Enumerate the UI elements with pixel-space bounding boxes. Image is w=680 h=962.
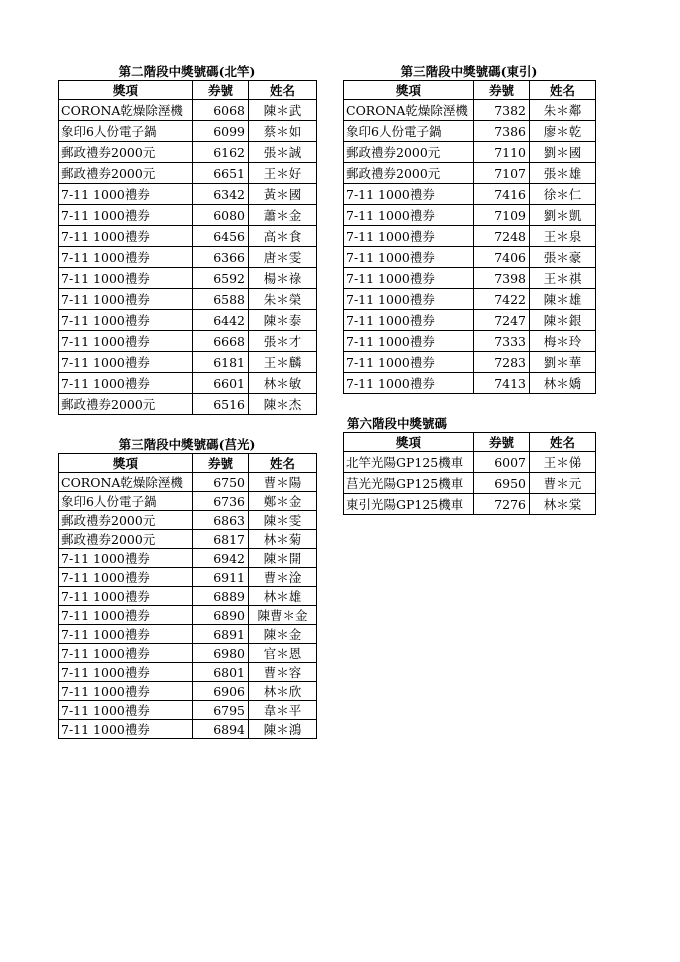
ticket-cell: 6817	[193, 530, 249, 549]
table-row	[344, 247, 596, 268]
table-row	[59, 184, 317, 205]
table-row	[344, 226, 596, 247]
name-cell: 曹＊淦	[249, 568, 317, 587]
table-row	[59, 530, 317, 549]
name-cell: 林＊棠	[530, 494, 596, 515]
table-row	[344, 452, 596, 473]
prize-cell: 7-11 1000禮券	[59, 226, 193, 247]
prize-cell: 莒光光陽GP125機車	[344, 473, 474, 494]
column-header-name: 姓名	[249, 454, 317, 473]
table-row	[344, 373, 596, 394]
table-row	[59, 701, 317, 720]
name-cell: 朱＊鄰	[530, 100, 596, 121]
prize-cell: 郵政禮券2000元	[59, 511, 193, 530]
table-row	[59, 644, 317, 663]
stage3-juguang-table	[58, 453, 317, 739]
header-row	[344, 81, 596, 100]
prize-cell: 7-11 1000禮券	[59, 625, 193, 644]
stage2-north-table	[58, 80, 317, 415]
prize-cell: 7-11 1000禮券	[59, 205, 193, 226]
prize-cell: 郵政禮券2000元	[59, 142, 193, 163]
ticket-cell: 7382	[474, 100, 530, 121]
name-cell: 曹＊陽	[249, 473, 317, 492]
prize-cell: 7-11 1000禮券	[59, 701, 193, 720]
name-cell: 陳＊銀	[530, 310, 596, 331]
stage6-block	[343, 416, 595, 515]
name-cell: 陳＊杰	[249, 394, 317, 415]
prize-cell: 7-11 1000禮券	[59, 352, 193, 373]
name-cell: 林＊菊	[249, 530, 317, 549]
table-row	[59, 100, 317, 121]
table-row	[344, 289, 596, 310]
column-header-ticket: 券號	[474, 433, 530, 452]
name-cell: 徐＊仁	[530, 184, 596, 205]
table-row	[59, 625, 317, 644]
prize-cell: 7-11 1000禮券	[344, 352, 474, 373]
table-row	[59, 331, 317, 352]
table-row	[344, 310, 596, 331]
table-row	[344, 331, 596, 352]
ticket-cell: 6588	[193, 289, 249, 310]
table-row	[59, 205, 317, 226]
prize-cell: 7-11 1000禮券	[59, 310, 193, 331]
table-row	[59, 511, 317, 530]
name-cell: 林＊敏	[249, 373, 317, 394]
ticket-cell: 7248	[474, 226, 530, 247]
table-row	[344, 163, 596, 184]
name-cell: 曹＊元	[530, 473, 596, 494]
table-row	[59, 473, 317, 492]
table-row	[344, 494, 596, 515]
prize-cell: CORONA乾燥除溼機	[59, 100, 193, 121]
ticket-cell: 6592	[193, 268, 249, 289]
prize-cell: 7-11 1000禮券	[59, 682, 193, 701]
ticket-cell: 7107	[474, 163, 530, 184]
prize-cell: 郵政禮券2000元	[344, 163, 474, 184]
name-cell: 張＊才	[249, 331, 317, 352]
name-cell: 楊＊祿	[249, 268, 317, 289]
table-row	[59, 247, 317, 268]
table-row	[59, 549, 317, 568]
ticket-cell: 6007	[474, 452, 530, 473]
prize-cell: 7-11 1000禮券	[59, 268, 193, 289]
prize-cell: 象印6人份電子鍋	[59, 492, 193, 511]
name-cell: 朱＊榮	[249, 289, 317, 310]
name-cell: 張＊雄	[530, 163, 596, 184]
table-row	[59, 142, 317, 163]
prize-cell: 郵政禮券2000元	[344, 142, 474, 163]
name-cell: 陳＊開	[249, 549, 317, 568]
name-cell: 梅＊玲	[530, 331, 596, 352]
prize-cell: 郵政禮券2000元	[59, 394, 193, 415]
table-row	[59, 226, 317, 247]
prize-cell: 7-11 1000禮券	[59, 644, 193, 663]
prize-cell: CORONA乾燥除溼機	[59, 473, 193, 492]
ticket-cell: 7247	[474, 310, 530, 331]
name-cell: 王＊泉	[530, 226, 596, 247]
table-row	[59, 682, 317, 701]
ticket-cell: 6890	[193, 606, 249, 625]
prize-cell: 郵政禮券2000元	[59, 163, 193, 184]
column-header-prize: 獎項	[59, 81, 193, 100]
name-cell: 陳＊武	[249, 100, 317, 121]
prize-cell: 7-11 1000禮券	[59, 289, 193, 310]
table-row	[59, 394, 317, 415]
name-cell: 王＊麟	[249, 352, 317, 373]
ticket-cell: 7276	[474, 494, 530, 515]
stage6-table	[343, 432, 596, 515]
name-cell: 張＊豪	[530, 247, 596, 268]
name-cell: 陳＊泰	[249, 310, 317, 331]
prize-cell: 7-11 1000禮券	[59, 373, 193, 394]
ticket-cell: 6911	[193, 568, 249, 587]
ticket-cell: 6801	[193, 663, 249, 682]
name-cell: 劉＊國	[530, 142, 596, 163]
name-cell: 劉＊凱	[530, 205, 596, 226]
name-cell: 蕭＊金	[249, 205, 317, 226]
table-row	[59, 373, 317, 394]
ticket-cell: 6651	[193, 163, 249, 184]
name-cell: 唐＊雯	[249, 247, 317, 268]
header-row	[59, 454, 317, 473]
table-row	[59, 606, 317, 625]
ticket-cell: 6891	[193, 625, 249, 644]
name-cell: 陳＊金	[249, 625, 317, 644]
prize-cell: 7-11 1000禮券	[59, 247, 193, 268]
ticket-cell: 6795	[193, 701, 249, 720]
header-row	[344, 433, 596, 452]
prize-cell: 7-11 1000禮券	[344, 373, 474, 394]
name-cell: 陳＊雯	[249, 511, 317, 530]
table-row	[344, 142, 596, 163]
prize-cell: 7-11 1000禮券	[59, 184, 193, 205]
table-row	[344, 121, 596, 142]
ticket-cell: 6906	[193, 682, 249, 701]
header-row	[59, 81, 317, 100]
stage3-east-title: 第三階段中獎號碼(東引)	[400, 64, 538, 79]
ticket-cell: 7422	[474, 289, 530, 310]
prize-cell: 7-11 1000禮券	[59, 663, 193, 682]
name-cell: 林＊欣	[249, 682, 317, 701]
table-row	[344, 352, 596, 373]
name-cell: 王＊好	[249, 163, 317, 184]
ticket-cell: 6950	[474, 473, 530, 494]
prize-cell: 7-11 1000禮券	[344, 184, 474, 205]
ticket-cell: 6736	[193, 492, 249, 511]
column-header-ticket: 券號	[193, 454, 249, 473]
name-cell: 鄭＊金	[249, 492, 317, 511]
prize-cell: CORONA乾燥除溼機	[344, 100, 474, 121]
name-cell: 王＊祺	[530, 268, 596, 289]
ticket-cell: 6080	[193, 205, 249, 226]
prize-cell: 7-11 1000禮券	[344, 268, 474, 289]
table-row	[59, 352, 317, 373]
table-row	[59, 663, 317, 682]
table-row	[344, 184, 596, 205]
name-cell: 林＊嬌	[530, 373, 596, 394]
table-row	[59, 492, 317, 511]
ticket-cell: 6980	[193, 644, 249, 663]
prize-cell: 7-11 1000禮券	[59, 606, 193, 625]
name-cell: 陳曹＊金	[249, 606, 317, 625]
prize-cell: 7-11 1000禮券	[59, 720, 193, 739]
table-row	[59, 121, 317, 142]
stage2-north-title: 第二階段中獎號碼(北竿)	[118, 64, 256, 79]
name-cell: 林＊雄	[249, 587, 317, 606]
ticket-cell: 7398	[474, 268, 530, 289]
table-row	[59, 163, 317, 184]
name-cell: 高＊食	[249, 226, 317, 247]
ticket-cell: 6863	[193, 511, 249, 530]
ticket-cell: 7333	[474, 331, 530, 352]
ticket-cell: 6668	[193, 331, 249, 352]
name-cell: 王＊俤	[530, 452, 596, 473]
prize-cell: 7-11 1000禮券	[344, 226, 474, 247]
stage6-title: 第六階段中獎號碼	[347, 416, 448, 431]
table-row	[59, 310, 317, 331]
column-header-prize: 獎項	[344, 81, 474, 100]
table-row	[344, 473, 596, 494]
ticket-cell: 6456	[193, 226, 249, 247]
prize-cell: 象印6人份電子鍋	[59, 121, 193, 142]
column-header-ticket: 券號	[474, 81, 530, 100]
prize-cell: 7-11 1000禮券	[59, 587, 193, 606]
name-cell: 官＊恩	[249, 644, 317, 663]
column-header-name: 姓名	[249, 81, 317, 100]
stage2-north-block	[58, 64, 316, 415]
table-row	[59, 720, 317, 739]
prize-cell: 東引光陽GP125機車	[344, 494, 474, 515]
ticket-cell: 6942	[193, 549, 249, 568]
name-cell: 陳＊雄	[530, 289, 596, 310]
prize-cell: 7-11 1000禮券	[344, 310, 474, 331]
stage3-east-table	[343, 80, 596, 394]
name-cell: 廖＊乾	[530, 121, 596, 142]
ticket-cell: 6516	[193, 394, 249, 415]
table-row	[344, 205, 596, 226]
prize-cell: 北竿光陽GP125機車	[344, 452, 474, 473]
ticket-cell: 6342	[193, 184, 249, 205]
name-cell: 張＊誠	[249, 142, 317, 163]
prize-cell: 7-11 1000禮券	[344, 289, 474, 310]
table-row	[59, 568, 317, 587]
name-cell: 韋＊平	[249, 701, 317, 720]
column-header-name: 姓名	[530, 81, 596, 100]
ticket-cell: 6750	[193, 473, 249, 492]
prize-cell: 7-11 1000禮券	[344, 247, 474, 268]
prize-cell: 7-11 1000禮券	[59, 549, 193, 568]
prize-cell: 象印6人份電子鍋	[344, 121, 474, 142]
name-cell: 陳＊鴻	[249, 720, 317, 739]
ticket-cell: 7109	[474, 205, 530, 226]
name-cell: 黃＊國	[249, 184, 317, 205]
name-cell: 蔡＊如	[249, 121, 317, 142]
ticket-cell: 6894	[193, 720, 249, 739]
prize-cell: 7-11 1000禮券	[59, 331, 193, 352]
table-row	[344, 100, 596, 121]
ticket-cell: 7110	[474, 142, 530, 163]
column-header-name: 姓名	[530, 433, 596, 452]
column-header-prize: 獎項	[59, 454, 193, 473]
prize-cell: 7-11 1000禮券	[344, 205, 474, 226]
prize-cell: 郵政禮券2000元	[59, 530, 193, 549]
stage3-juguang-title: 第三階段中獎號碼(莒光)	[118, 437, 256, 452]
ticket-cell: 6162	[193, 142, 249, 163]
ticket-cell: 7283	[474, 352, 530, 373]
column-header-prize: 獎項	[344, 433, 474, 452]
prize-cell: 7-11 1000禮券	[59, 568, 193, 587]
stage3-juguang-block	[58, 437, 316, 739]
prize-cell: 7-11 1000禮券	[344, 331, 474, 352]
table-row	[59, 268, 317, 289]
table-row	[59, 587, 317, 606]
ticket-cell: 7406	[474, 247, 530, 268]
ticket-cell: 6099	[193, 121, 249, 142]
ticket-cell: 6889	[193, 587, 249, 606]
ticket-cell: 7416	[474, 184, 530, 205]
name-cell: 劉＊華	[530, 352, 596, 373]
ticket-cell: 6442	[193, 310, 249, 331]
ticket-cell: 6181	[193, 352, 249, 373]
table-row	[59, 289, 317, 310]
column-header-ticket: 券號	[193, 81, 249, 100]
name-cell: 曹＊容	[249, 663, 317, 682]
ticket-cell: 6366	[193, 247, 249, 268]
stage3-east-block	[343, 64, 595, 394]
table-row	[344, 268, 596, 289]
ticket-cell: 6068	[193, 100, 249, 121]
ticket-cell: 7386	[474, 121, 530, 142]
ticket-cell: 6601	[193, 373, 249, 394]
ticket-cell: 7413	[474, 373, 530, 394]
